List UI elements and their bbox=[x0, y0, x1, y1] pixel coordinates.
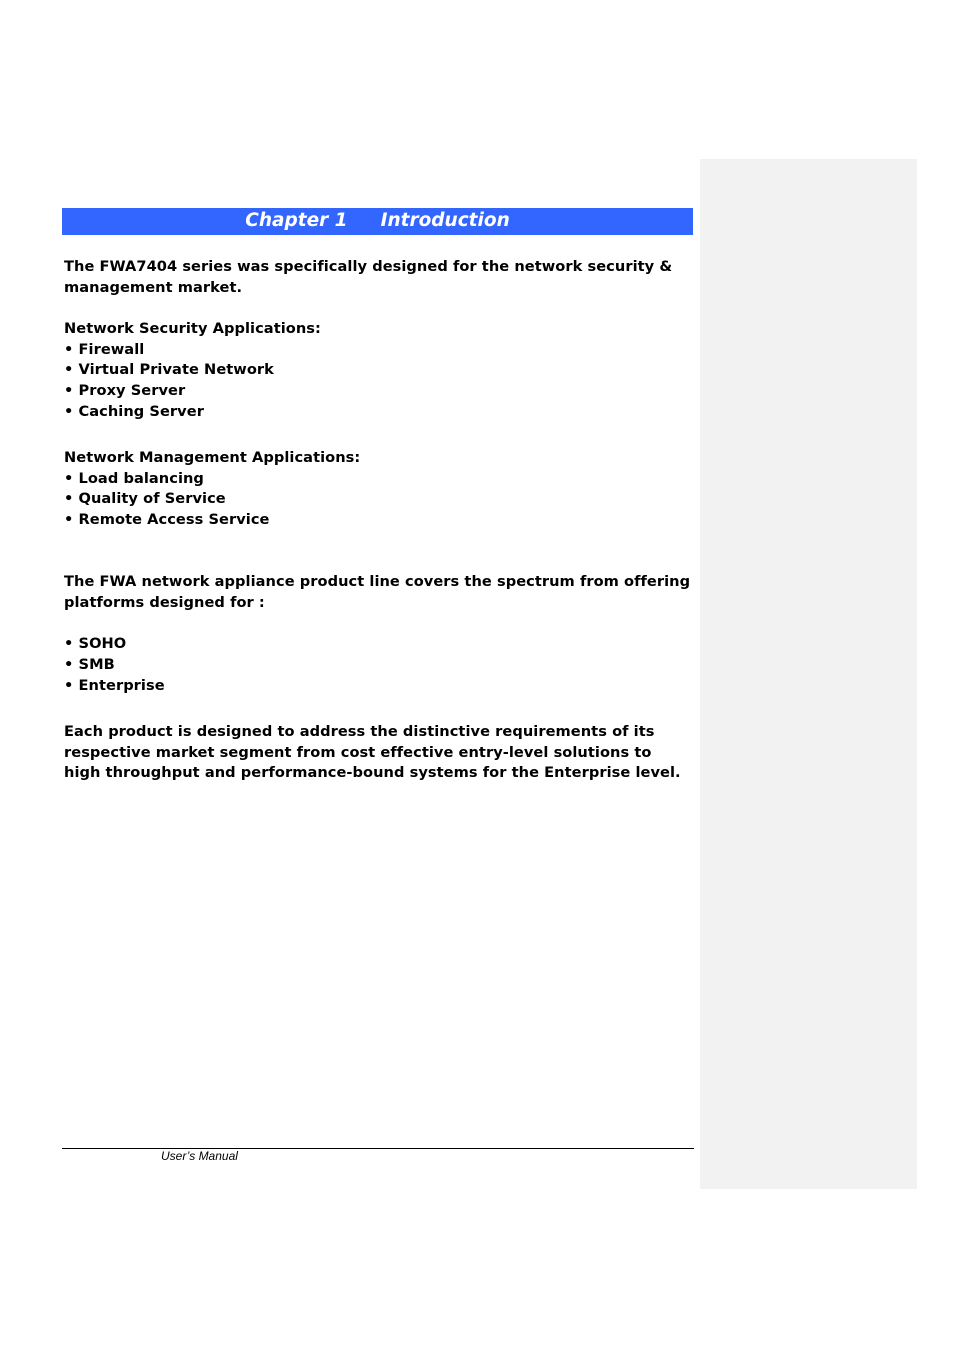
segment-list-item: • SOHO bbox=[64, 635, 127, 652]
intro-paragraph-line-1: The FWA7404 series was specifically designed for the network security & bbox=[64, 258, 673, 275]
segment-list-item: • SMB bbox=[64, 656, 115, 673]
chapter-title: Introduction bbox=[380, 210, 510, 231]
intro-paragraph-line-2: management market. bbox=[64, 279, 243, 296]
footer-divider bbox=[62, 1148, 694, 1149]
segment-list-item: • Enterprise bbox=[64, 677, 165, 694]
security-heading: Network Security Applications: bbox=[64, 320, 321, 337]
comment-margin-pane bbox=[700, 159, 917, 1189]
security-list-item: • Virtual Private Network bbox=[64, 361, 274, 378]
product-line-paragraph-line-2: platforms designed for : bbox=[64, 594, 265, 611]
chapter-heading bbox=[62, 209, 693, 233]
security-list-item: • Proxy Server bbox=[64, 382, 186, 399]
security-list-item: • Firewall bbox=[64, 341, 145, 358]
chapter-number: Chapter 1 bbox=[245, 210, 348, 231]
management-list-item: • Quality of Service bbox=[64, 490, 226, 507]
closing-paragraph-line-2: respective market segment from cost effective entry-level solutions to bbox=[64, 744, 652, 761]
chapter-heading-bar bbox=[62, 208, 693, 235]
closing-paragraph-line-1: Each product is designed to address the distinctive requirements of its bbox=[64, 723, 655, 740]
footer-label: User’s Manual bbox=[161, 1149, 238, 1163]
management-list-item: • Remote Access Service bbox=[64, 511, 270, 528]
closing-paragraph-line-3: high throughput and performance-bound systems for the Enterprise level. bbox=[64, 764, 681, 781]
management-list-item: • Load balancing bbox=[64, 470, 204, 487]
security-list-item: • Caching Server bbox=[64, 403, 204, 420]
product-line-paragraph-line-1: The FWA network appliance product line covers the spectrum from offering bbox=[64, 573, 691, 590]
management-heading: Network Management Applications: bbox=[64, 449, 361, 466]
